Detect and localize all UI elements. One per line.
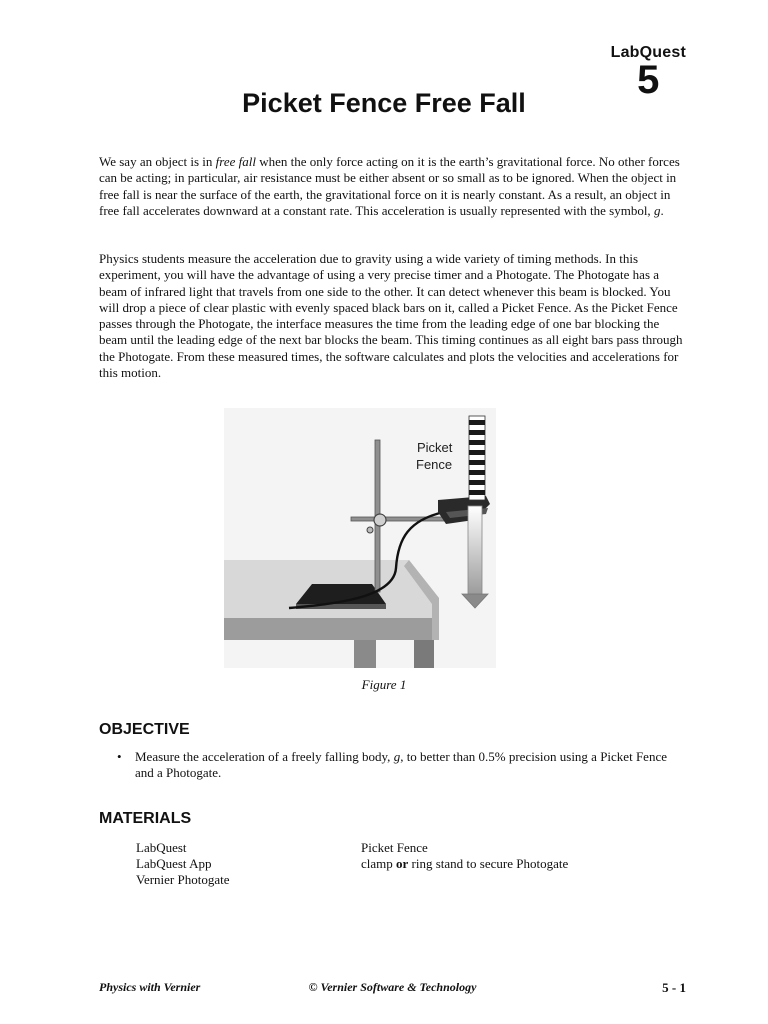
intro-p1-text-b: when the only force acting on it is the earth’s gravitational force. No other forces can be acting; in particular, air resistance must be either absent or so small as to be ignored. When the object in free fall is near the surface of the earth, the gravitational force on it is nearly constant. As a result, an object in free fall accelerates downward at a constant rate. This acceleration is usually represented with the symbol,	[99, 154, 680, 218]
footer-book-title: Physics with Vernier	[99, 980, 201, 994]
picket-fence	[469, 416, 485, 500]
picket-bar	[469, 450, 485, 455]
intro-p1-text-a: We say an object is in	[99, 154, 216, 169]
motion-arrow-shaft	[468, 506, 482, 596]
table-edge-front	[224, 618, 439, 640]
free-fall-term: free fall	[215, 154, 256, 169]
picket-bar	[469, 430, 485, 435]
material-item: LabQuest	[136, 840, 187, 855]
table-leg-left	[354, 638, 376, 668]
material-text-a: clamp	[361, 856, 397, 871]
intro-paragraph-2: Physics students measure the acceleration due to gravity using a wide variety of timing methods. In this experiment, you will have the advantage of using a very precise timer and a Photogate. The Photogate has a beam of infrared light that travels from one side to the other. It can detect whenever this beam is blocked. You will drop a piece of clear plastic with evenly spaced black bars on it, called a Picket Fence. As the Picket Fence passes through the Photogate, the interface measures the time from the leading edge of one bar blocking the beam until the leading edge of the next bar blocks the beam. This timing continues as all eight bars pass through the Photogate. From these measured times, the software calculates and plots the velocities and accelerations for this motion.	[99, 251, 683, 381]
objective-heading: OBJECTIVE	[99, 721, 190, 738]
picket-bar	[469, 470, 485, 475]
material-item: Picket Fence	[361, 840, 428, 855]
experiment-number: 5	[637, 58, 660, 102]
page-title: Picket Fence Free Fall	[242, 88, 526, 118]
picket-label-line1: Picket	[417, 440, 453, 455]
materials-list-left	[136, 840, 230, 888]
product-label: LabQuest	[610, 44, 686, 61]
figure-caption: Figure 1	[361, 677, 407, 692]
picket-label-line2: Fence	[416, 457, 453, 472]
materials-heading: MATERIALS	[99, 810, 192, 827]
intro-paragraph-1	[99, 154, 689, 219]
footer-copyright: © Vernier Software & Technology	[308, 980, 477, 994]
objective-item	[117, 749, 677, 781]
materials-list-right	[361, 840, 568, 872]
figure-1-illustration	[224, 408, 496, 668]
apparatus-illustration	[224, 408, 496, 668]
picket-bar	[469, 460, 485, 465]
picket-bar	[469, 490, 485, 495]
clamp-screw	[367, 527, 373, 533]
picket-bar	[469, 480, 485, 485]
intro-p1-text-c: .	[660, 202, 664, 218]
material-item: LabQuest App	[136, 856, 212, 871]
material-item	[361, 856, 568, 872]
objective-symbol-g: g	[393, 749, 401, 764]
symbol-g: g	[653, 202, 661, 218]
objective-list	[117, 749, 677, 781]
clamp-knob	[374, 514, 386, 526]
material-text-or: or	[396, 856, 409, 871]
material-text-b: ring stand to secure Photogate	[408, 856, 569, 871]
picket-bar	[469, 420, 485, 425]
objective-text-a: Measure the acceleration of a freely falling body,	[135, 749, 394, 764]
material-item: Vernier Photogate	[136, 872, 230, 887]
footer-page-number: 5 - 1	[662, 980, 686, 995]
objective-text-b: , to better than 0.5% precision using a Picket Fence and a Photogate.	[135, 749, 667, 780]
picket-bar	[469, 440, 485, 445]
bullet-icon: •	[117, 749, 122, 764]
